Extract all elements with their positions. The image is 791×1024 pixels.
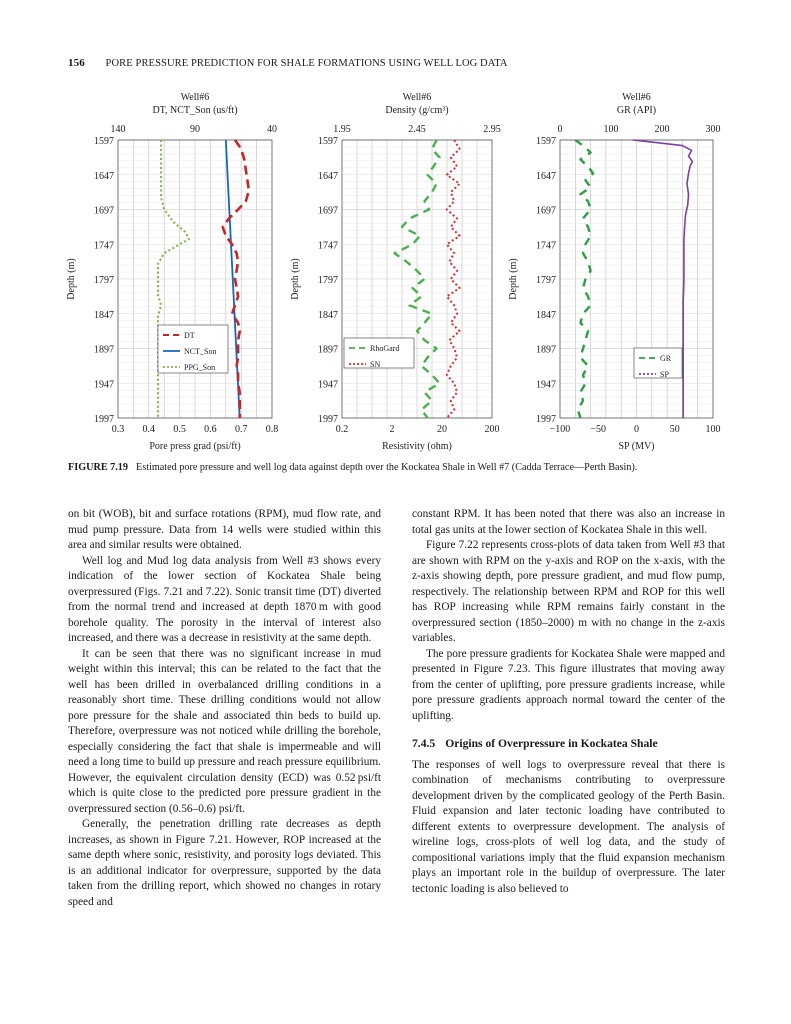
legend-label: SP (660, 370, 669, 379)
top-tick-label: 100 (603, 124, 619, 135)
depth-axis-label: Depth (m) (66, 258, 77, 300)
depth-tick-label: 1997 (536, 414, 556, 425)
legend-panel-1 (158, 325, 228, 373)
bottom-tick-label: 0.5 (173, 424, 186, 435)
bottom-tick-label: 100 (705, 424, 721, 435)
running-title: PORE PRESSURE PREDICTION FOR SHALE FORMATIONS USING WELL LOG DATA (105, 58, 508, 69)
depth-tick-label: 1897 (536, 344, 556, 356)
top-tick-label: 140 (110, 124, 126, 135)
depth-tick-label: 1847 (536, 309, 556, 321)
legend-panel-2 (344, 338, 414, 369)
depth-tick-label: 1797 (536, 275, 556, 286)
bottom-axis-label: Resistivity (ohm) (382, 441, 452, 452)
legend-label: DT (184, 331, 195, 340)
figure-caption (68, 461, 728, 474)
depth-tick-label: 1847 (318, 309, 338, 321)
depth-tick-label: 1747 (318, 240, 338, 252)
top-tick-label: 40 (267, 124, 277, 135)
depth-tick-label: 1697 (94, 205, 114, 217)
depth-tick-label: 1947 (536, 379, 556, 391)
legend-box (634, 348, 682, 378)
legend-label: NCT_Son (184, 347, 217, 356)
bottom-tick-label: 0.6 (204, 424, 217, 435)
top-tick-label: 1.95 (333, 124, 351, 135)
depth-tick-label: 1697 (318, 205, 338, 217)
legend-label: RhoGard (370, 344, 400, 353)
bottom-axis-label: Pore press grad (psi/ft) (149, 441, 241, 452)
depth-axis-label: Depth (m) (290, 258, 301, 300)
depth-tick-label: 1797 (94, 275, 114, 286)
depth-axis-label: Depth (m) (508, 258, 519, 300)
right-column (412, 507, 725, 897)
bottom-tick-label: 0.8 (265, 424, 279, 435)
depth-tick-label: 1647 (536, 170, 556, 182)
paragraph: The pore pressure gradients for Kockatea Shale were mapped and presented in Figure 7.23. This figure illustrates that moving away from the center of uplifting, pore pressure gradients increase, while pore pressure gradients approach normal toward the center of the uplifting. (412, 647, 725, 722)
paragraph: The responses of well logs to overpressure reveal that there is combination of mechanisms contributing to overpressure development driven by the complicated geology of the Perth Basin. Fluid expansion and later tectonic loading have contributed to different extents to overpressure development. The analysis of wireline logs, cross-plots of well log data, and the study of compositional variations imply that the fluid expansion mechanism plays an important role in the buildup of overpressure. The later tectonic loading is also believed to (412, 758, 725, 895)
paragraph: Well log and Mud log data analysis from Well #3 shows every indication of the lower section of Kockatea Shale being overpressured (Figs. 7.21 and 7.22). Sonic transit time (DT) diverted from the normal trend and increased at depth 1870 m with good borehole quality. The porosity in the interval of interest also increased, and there was a decrease in resistivity at the same depth. (68, 554, 381, 644)
depth-tick-label: 1597 (94, 136, 114, 147)
bottom-tick-label: 50 (669, 424, 680, 435)
depth-tick-label: 1597 (536, 136, 556, 147)
figure-7-19 (0, 0, 791, 460)
bottom-tick-label: 200 (484, 424, 500, 435)
bottom-tick-label: 0.3 (111, 424, 125, 435)
depth-tick-label: 1647 (94, 170, 114, 182)
section-number: 7.4.5 (412, 737, 436, 750)
bottom-tick-label: 0.2 (335, 424, 349, 435)
legend-label: SN (370, 360, 381, 369)
panel-title-measure: Density (g/cm³) (385, 105, 449, 116)
panel-title-measure: DT, NCT_Son (us/ft) (152, 105, 238, 116)
top-tick-label: 90 (190, 124, 200, 135)
bottom-tick-label: 0 (634, 424, 639, 435)
panel-title-well: Well#6 (180, 92, 210, 103)
panel-title-measure: GR (API) (616, 105, 657, 116)
depth-tick-label: 1947 (318, 379, 338, 391)
depth-tick-label: 1697 (536, 205, 556, 217)
left-column (68, 507, 381, 910)
depth-tick-label: 1897 (318, 344, 338, 356)
bottom-tick-label: 20 (437, 424, 447, 435)
page-number: 156 (68, 57, 85, 69)
paragraph: Generally, the penetration drilling rate decreases as depth increases, as shown in Figure 7.21. However, ROP increased at the same depth where sonic, resistivity, and porosity logs deviated. This is an additional indicator for overpressure, supported by the data taken from the drilling report, which showed no changes in rotary speed and (68, 818, 381, 908)
paragraph: on bit (WOB), bit and surface rotations (RPM), mud flow rate, and mud pump pressure. Data from 14 wells were studied within this area and similar results were obtained. (68, 508, 381, 551)
top-tick-label: 200 (654, 124, 670, 135)
bottom-tick-label: 0.4 (142, 424, 156, 435)
top-tick-label: 300 (705, 124, 721, 135)
depth-tick-label: 1597 (318, 136, 338, 147)
depth-tick-label: 1897 (94, 344, 114, 356)
caption-label: FIGURE 7.19 (68, 462, 128, 473)
legend-panel-3 (634, 348, 682, 379)
bottom-tick-label: 2 (389, 424, 395, 435)
top-tick-label: 2.95 (483, 124, 501, 135)
depth-tick-label: 1747 (536, 240, 556, 252)
paragraph: Figure 7.22 represents cross-plots of data taken from Well #3 that are shown with RPM on the y-axis and ROP on the x-axis, with the z-axis showing depth, pore pressure gradient, and mud flow pump, respectively. The relationship between RPM and ROP for this well has ROP increasing while RPM remains fairly constant in the overpressured section (1850–2000) m with no change in the z-axis variables. (412, 539, 725, 644)
caption-text: Estimated pore pressure and well log data against depth over the Kockatea Shale in Well #7 (Cadda Terrace—Perth Basin). (136, 462, 638, 473)
panel-title-well: Well#6 (622, 92, 651, 103)
depth-tick-label: 1797 (318, 275, 338, 286)
paragraph: constant RPM. It has been noted that there was also an increase in total gas units at the lower section of Kockatea Shale in this well. (412, 508, 725, 536)
bottom-tick-label: −50 (590, 424, 607, 435)
depth-tick-label: 1997 (318, 414, 338, 425)
top-tick-label: 0 (557, 124, 563, 135)
bottom-tick-label: −100 (549, 424, 571, 435)
legend-label: PPG_Son (184, 363, 216, 372)
depth-tick-label: 1847 (94, 309, 114, 321)
depth-tick-label: 1997 (94, 414, 114, 425)
depth-tick-label: 1747 (94, 240, 114, 252)
panel-title-well: Well#6 (402, 92, 432, 103)
section-heading (412, 736, 725, 752)
bottom-axis-label: SP (MV) (618, 441, 655, 452)
depth-tick-label: 1647 (318, 170, 338, 182)
paragraph: It can be seen that there was no significant increase in mud weight within this interval; this can be related to the fact that the well has been drilled in overbalanced drilling conditions in a reasonably short time. These drilling conditions would not allow pore pressure for the shale and associated thin beds to build up. Therefore, overpressure was not noticed while drilling the borehole, especially considering the fact that shale is impermeable and will need a long time to build up pressure and reach pressure equilibrium. However, the equivalent circulation density (ECD) was 0.52 psi/ft which is quite close to the predicted pore pressure gradient in the overpressured section (0.56–0.6) psi/ft. (68, 647, 381, 815)
top-tick-label: 2.45 (408, 124, 426, 135)
legend-label: GR (660, 354, 672, 363)
depth-tick-label: 1947 (94, 379, 114, 391)
bottom-tick-label: 0.7 (234, 424, 248, 435)
log-panel-2 (342, 140, 492, 418)
section-title: Origins of Overpressure in Kockatea Shale (445, 737, 658, 750)
